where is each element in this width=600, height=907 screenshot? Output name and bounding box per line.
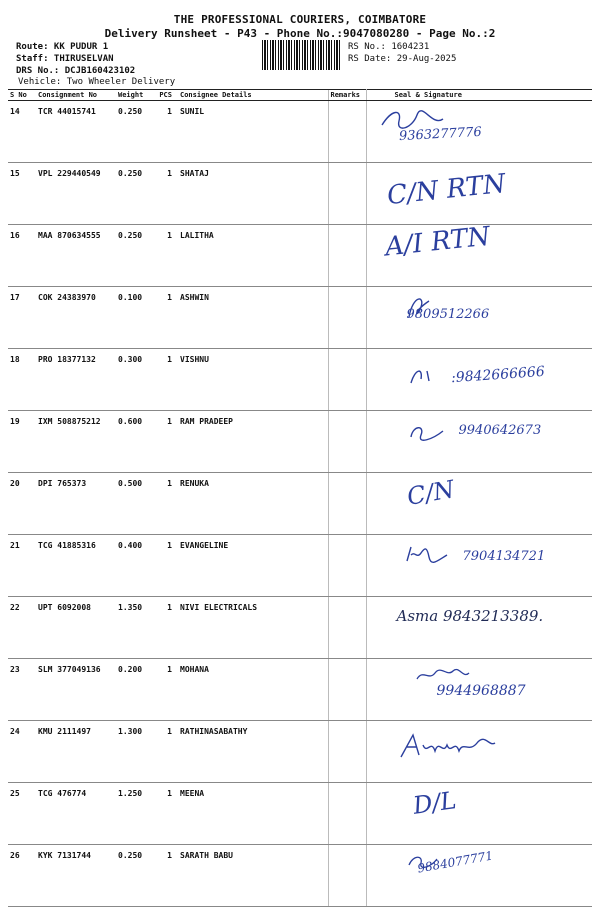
- row-consignee: SUNIL: [178, 101, 328, 163]
- row-pcs: 1: [152, 659, 178, 721]
- row-remarks: [328, 349, 366, 411]
- row-pcs: 1: [152, 597, 178, 659]
- row-consignee: SARATH BABU: [178, 845, 328, 907]
- col-pcs: PCS: [152, 90, 178, 101]
- row-remarks: [328, 287, 366, 349]
- row-weight: 0.300: [116, 349, 152, 411]
- rs-number: RS No.: 1604231: [348, 42, 430, 52]
- row-remarks: [328, 225, 366, 287]
- table-row: [8, 287, 592, 349]
- signature-scribble: [397, 729, 497, 763]
- row-signature: [366, 659, 592, 721]
- row-signature: [366, 287, 592, 349]
- handwritten-note: Asma 9843213389.: [396, 607, 544, 625]
- row-consignee: LALITHA: [178, 225, 328, 287]
- signature-scribble: [403, 543, 451, 567]
- drs-label: DRS No.: DCJB160423102: [16, 66, 136, 76]
- table-row: [8, 349, 592, 411]
- row-consignee: RATHINASABATHY: [178, 721, 328, 783]
- row-consignment: SLM 377049136: [36, 659, 116, 721]
- row-consignee: SHATAJ: [178, 163, 328, 225]
- signature-scribble: [407, 421, 447, 445]
- row-remarks: [328, 535, 366, 597]
- row-pcs: 1: [152, 783, 178, 845]
- row-consignment: COK 24383970: [36, 287, 116, 349]
- row-consignment: TCR 44015741: [36, 101, 116, 163]
- row-remarks: [328, 163, 366, 225]
- row-weight: 0.100: [116, 287, 152, 349]
- row-consignment: PRO 18377132: [36, 349, 116, 411]
- row-signature: [366, 221, 592, 287]
- vehicle-label: Vehicle: Two Wheeler Delivery: [18, 77, 176, 87]
- table-row: [8, 225, 592, 287]
- table-row: [8, 721, 592, 783]
- row-pcs: 1: [152, 101, 178, 163]
- row-pcs: 1: [152, 225, 178, 287]
- table-row: [8, 411, 592, 473]
- handwritten-note: D/L: [410, 786, 458, 820]
- row-consignee: ASHWIN: [178, 287, 328, 349]
- row-remarks: [328, 845, 366, 907]
- row-consignment: KYK 7131744: [36, 845, 116, 907]
- row-sno: 24: [8, 721, 36, 783]
- table-row: [8, 473, 592, 535]
- row-sno: 20: [8, 473, 36, 535]
- col-weight: Weight: [116, 90, 152, 101]
- row-pcs: 1: [152, 411, 178, 473]
- row-remarks: [328, 473, 366, 535]
- col-remarks: Remarks: [328, 90, 366, 101]
- row-remarks: [328, 101, 366, 163]
- row-consignment: DPI 765373: [36, 473, 116, 535]
- row-sno: 26: [8, 845, 36, 907]
- row-pcs: 1: [152, 535, 178, 597]
- row-weight: 0.250: [116, 101, 152, 163]
- row-weight: 0.250: [116, 163, 152, 225]
- row-consignee: EVANGELINE: [178, 535, 328, 597]
- signature-scribble: [407, 365, 443, 387]
- runsheet-table: [8, 89, 592, 907]
- handwritten-note: 9940642673: [458, 423, 542, 438]
- handwritten-note: 9809512266: [406, 307, 490, 322]
- col-consignee: Consignee Details: [178, 90, 328, 101]
- row-signature: [366, 349, 592, 411]
- row-pcs: 1: [152, 721, 178, 783]
- row-sno: 17: [8, 287, 36, 349]
- row-consignee: MEENA: [178, 783, 328, 845]
- row-consignment: TCG 476774: [36, 783, 116, 845]
- row-sno: 14: [8, 101, 36, 163]
- row-remarks: [328, 721, 366, 783]
- row-consignee: RENUKA: [178, 473, 328, 535]
- row-pcs: 1: [152, 287, 178, 349]
- row-consignment: UPT 6092008: [36, 597, 116, 659]
- row-signature: [366, 535, 592, 597]
- row-sno: 15: [8, 163, 36, 225]
- row-signature: [366, 473, 592, 535]
- handwritten-note: A/I RTN: [383, 221, 492, 263]
- row-consignee: RAM PRADEEP: [178, 411, 328, 473]
- row-sno: 21: [8, 535, 36, 597]
- row-weight: 0.600: [116, 411, 152, 473]
- row-consignee: NIVI ELECTRICALS: [178, 597, 328, 659]
- table-row: [8, 163, 592, 225]
- col-consignment: Consignment No: [36, 90, 116, 101]
- row-weight: 0.400: [116, 535, 152, 597]
- row-weight: 1.300: [116, 721, 152, 783]
- row-remarks: [328, 597, 366, 659]
- rs-date: RS Date: 29-Aug-2025: [348, 54, 457, 64]
- row-pcs: 1: [152, 163, 178, 225]
- handwritten-note: 9884077771: [415, 848, 494, 876]
- row-consignment: MAA 870634555: [36, 225, 116, 287]
- row-consignment: KMU 2111497: [36, 721, 116, 783]
- barcode: [262, 40, 342, 70]
- row-weight: 1.350: [116, 597, 152, 659]
- row-weight: 0.250: [116, 845, 152, 907]
- row-consignee: VISHNU: [178, 349, 328, 411]
- route-label: Route: KK PUDUR 1: [16, 42, 109, 52]
- handwritten-note: 7904134721: [462, 549, 546, 564]
- row-signature: [366, 597, 592, 659]
- row-sno: 19: [8, 411, 36, 473]
- handwritten-note: :9842666666: [450, 363, 545, 387]
- row-pcs: 1: [152, 349, 178, 411]
- col-sno: S No: [8, 90, 36, 101]
- row-consignment: IXM 508875212: [36, 411, 116, 473]
- row-consignment: VPL 229440549: [36, 163, 116, 225]
- row-weight: 1.250: [116, 783, 152, 845]
- row-weight: 0.200: [116, 659, 152, 721]
- table-row: [8, 659, 592, 721]
- handwritten-note: 9363277776: [398, 124, 482, 145]
- row-signature: [366, 845, 592, 907]
- table-row: [8, 783, 592, 845]
- col-seal: Seal & Signature: [366, 90, 592, 101]
- table-header-row: [8, 90, 592, 101]
- row-consignee: MOHANA: [178, 659, 328, 721]
- row-remarks: [328, 783, 366, 845]
- table-row: [8, 845, 592, 907]
- row-signature: [366, 101, 592, 163]
- row-sno: 16: [8, 225, 36, 287]
- table-row: [8, 597, 592, 659]
- row-pcs: 1: [152, 845, 178, 907]
- row-sno: 18: [8, 349, 36, 411]
- row-weight: 0.500: [116, 473, 152, 535]
- row-consignment: TCG 41885316: [36, 535, 116, 597]
- handwritten-note: C/N RTN: [385, 168, 507, 212]
- row-sno: 23: [8, 659, 36, 721]
- signature-scribble: [413, 665, 473, 685]
- row-remarks: [328, 411, 366, 473]
- row-signature: [366, 411, 592, 473]
- page-title: THE PROFESSIONAL COURIERS, COIMBATORE: [173, 13, 427, 26]
- staff-label: Staff: THIRUSELVAN: [16, 54, 114, 64]
- row-signature: [366, 783, 592, 845]
- row-weight: 0.250: [116, 225, 152, 287]
- handwritten-note: 9944968887: [436, 683, 526, 699]
- row-remarks: [328, 659, 366, 721]
- table-row: [8, 535, 592, 597]
- row-sno: 22: [8, 597, 36, 659]
- row-pcs: 1: [152, 473, 178, 535]
- row-signature: [366, 163, 592, 225]
- row-signature: [366, 721, 592, 783]
- handwritten-note: C/N: [404, 475, 457, 511]
- page-subtitle: Delivery Runsheet - P43 - Phone No.:9047080280 - Page No.:2: [104, 27, 496, 40]
- row-sno: 25: [8, 783, 36, 845]
- table-row: [8, 101, 592, 163]
